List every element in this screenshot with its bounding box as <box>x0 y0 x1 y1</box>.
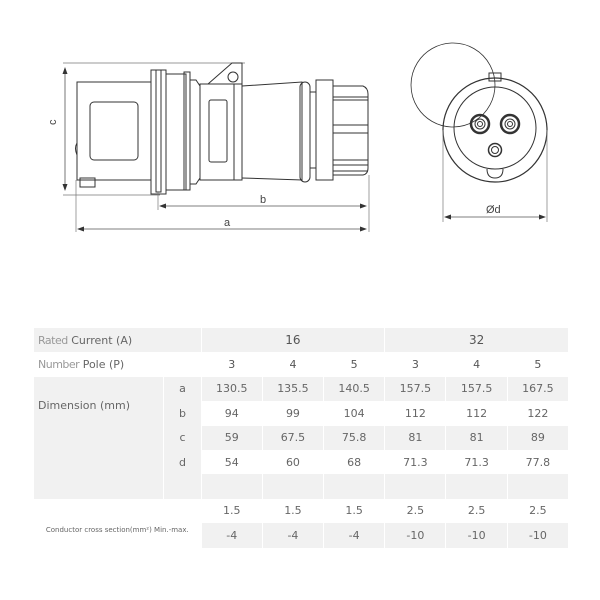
table-cell: 59 <box>202 426 262 450</box>
front-view-socket <box>411 43 547 222</box>
spec-table <box>33 328 569 548</box>
side-view-plug <box>63 63 370 232</box>
table-row-a <box>34 377 568 401</box>
table-cell: 81 <box>446 426 506 450</box>
table-cell: -10 <box>508 523 568 547</box>
table-cell: 94 <box>202 401 262 425</box>
table-cell: 75.8 <box>324 426 384 450</box>
row-key: b <box>164 401 200 425</box>
table-cell: 3 <box>202 352 262 376</box>
table-cell: 60 <box>263 450 323 474</box>
table-cell: 67.5 <box>263 426 323 450</box>
table-cell: 1.5 <box>263 499 323 523</box>
dimension-a-label: a <box>224 217 231 229</box>
table-cell: 167.5 <box>508 377 568 401</box>
table-cell: 130.5 <box>202 377 262 401</box>
table-cell: 54 <box>202 450 262 474</box>
table-cell: -10 <box>385 523 445 547</box>
empty-cell <box>385 474 445 498</box>
table-cell: 112 <box>446 401 506 425</box>
table-cell: 1.5 <box>202 499 262 523</box>
table-cell: 71.3 <box>385 450 445 474</box>
table-cell: -10 <box>446 523 506 547</box>
table-cell: 112 <box>385 401 445 425</box>
table-cell: 157.5 <box>446 377 506 401</box>
pole-label: Number Pole (P) <box>34 352 201 376</box>
table-row-conductor-min <box>34 499 568 523</box>
table-cell: 157.5 <box>385 377 445 401</box>
row-key: d <box>164 450 200 474</box>
table-row-pole <box>34 352 568 376</box>
technical-drawing <box>0 0 600 260</box>
table-cell: 5 <box>508 352 568 376</box>
table-cell: 2.5 <box>446 499 506 523</box>
table-cell: 99 <box>263 401 323 425</box>
table-cell: 81 <box>385 426 445 450</box>
table-cell: 89 <box>508 426 568 450</box>
row-key: a <box>164 377 200 401</box>
table-cell: 4 <box>263 352 323 376</box>
table-cell: 2.5 <box>508 499 568 523</box>
dimension-b-label: b <box>260 194 267 206</box>
empty-cell <box>202 474 262 498</box>
empty-cell <box>263 474 323 498</box>
empty-cell <box>164 474 200 498</box>
table-cell: 5 <box>324 352 384 376</box>
table-cell: 71.3 <box>446 450 506 474</box>
dimension-label: Dimension (mm) <box>34 377 163 499</box>
table-cell: 1.5 <box>324 499 384 523</box>
table-cell: 3 <box>385 352 445 376</box>
dimension-c-label: c <box>47 119 59 125</box>
table-cell: 2.5 <box>385 499 445 523</box>
table-cell: 135.5 <box>263 377 323 401</box>
empty-cell <box>446 474 506 498</box>
dimension-d-label: Ød <box>486 204 501 216</box>
table-cell: -4 <box>263 523 323 547</box>
table-cell: 104 <box>324 401 384 425</box>
conductor-label: Conductor cross section(mm²) Min.-max. <box>34 499 201 548</box>
table-cell: 140.5 <box>324 377 384 401</box>
table-cell: 122 <box>508 401 568 425</box>
current-label: Rated Current (A) <box>34 328 201 352</box>
table-cell: 68 <box>324 450 384 474</box>
current-16-header: 16 <box>202 328 385 352</box>
row-key: c <box>164 426 200 450</box>
empty-cell <box>324 474 384 498</box>
table-cell: -4 <box>202 523 262 547</box>
empty-cell <box>508 474 568 498</box>
table-cell: 77.8 <box>508 450 568 474</box>
table-cell: 4 <box>446 352 506 376</box>
current-32-header: 32 <box>385 328 568 352</box>
table-cell: -4 <box>324 523 384 547</box>
table-row-current <box>34 328 568 352</box>
